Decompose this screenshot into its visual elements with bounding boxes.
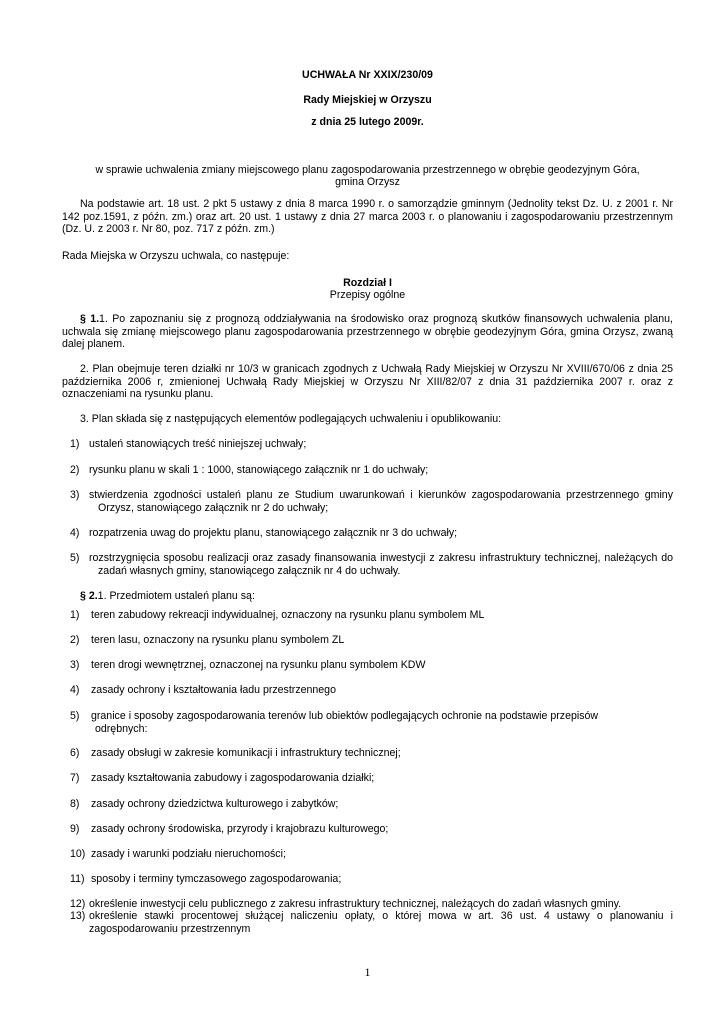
resolution-date: z dnia 25 lutego 2009r. xyxy=(311,116,424,128)
list-item xyxy=(62,710,673,735)
list-item-text-continued: odrębnych: xyxy=(95,722,148,735)
list-item-text: zasady obsługi w zakresie komunikacji i infrastruktury technicznej; xyxy=(91,747,401,759)
list-item-number: 11) xyxy=(70,873,85,885)
list-item-number: 13) xyxy=(70,910,86,922)
list-item xyxy=(62,659,673,672)
list-item-text: stwierdzenia zgodności ustaleń planu ze Studium uwarunkowań i kierunków zagospodarowania przestrzennego gminy Orzysz, stanowiącego załącznik nr 2 do uchwały; xyxy=(89,489,673,514)
list-item-number: 10) xyxy=(70,848,86,860)
list-item xyxy=(62,438,673,451)
list-item-text: zasady kształtowania zabudowy i zagospodarowania działki; xyxy=(91,772,375,784)
list-item-number: 3) xyxy=(70,489,80,501)
list-item-number: 12) xyxy=(70,898,86,910)
paragraph-2-text: 1. Przedmiotem ustaleń planu są: xyxy=(97,590,255,602)
list-item-text: określenie inwestycji celu publicznego z zakresu infrastruktury technicznej, należących do zadań własnych gminy. xyxy=(89,898,622,910)
list-item-number: 5) xyxy=(70,552,80,564)
chapter-title: Rozdział I xyxy=(343,277,392,289)
resolves-statement: Rada Miejska w Orzyszu uchwala, co następuje: xyxy=(62,250,290,262)
list-item-number: 7) xyxy=(70,772,80,784)
list-item-text: teren drogi wewnętrznej, oznaczonej na rysunku planu symbolem KDW xyxy=(91,659,426,671)
subject-line-1: w sprawie uchwalenia zmiany miejscowego planu zagospodarowania przestrzennego w obrębie geodezyjnym Góra, xyxy=(95,164,640,176)
list-item-text: zasady ochrony środowiska, przyrody i krajobrazu kulturowego; xyxy=(91,823,389,835)
list-item-number: 1) xyxy=(70,438,80,450)
list-item-text: teren lasu, oznaczony na rysunku planu symbolem ZL xyxy=(91,634,345,646)
list-item xyxy=(62,798,673,811)
list-item xyxy=(62,898,673,911)
list-item-number: 9) xyxy=(70,823,80,835)
list-item-number: 8) xyxy=(70,798,80,810)
list-item-number: 5) xyxy=(70,710,80,722)
list-item xyxy=(62,772,673,785)
list-item xyxy=(62,684,673,697)
list-item-number: 4) xyxy=(70,527,80,539)
subject-line-2: gmina Orzysz xyxy=(335,176,400,188)
list-item-text: granice i sposoby zagospodarowania terenów lub obiektów podlegających ochronie na podstawie przepisów xyxy=(91,710,599,722)
list-item-text: teren zabudowy rekreacji indywidualnej, oznaczony na rysunku planu symbolem ML xyxy=(91,609,485,621)
list-item-text: ustaleń stanowiących treść niniejszej uchwały; xyxy=(89,438,307,450)
paragraph-1-text: 1. Po zapoznaniu się z prognozą oddziaływania na środowisko oraz prognozą skutków finansowych uchwalenia planu, uchwala się zmianę miejscowego planu zagospodarowania przestrzennego w obrębie geodezyjnym Góra, gmina Orzysz, zwaną dalej planem. xyxy=(62,313,673,351)
list-item-number: 6) xyxy=(70,747,80,759)
list-item-text: rozpatrzenia uwag do projektu planu, stanowiącego załącznik nr 3 do uchwały; xyxy=(89,527,458,539)
legal-basis: Na podstawie art. 18 ust. 2 pkt 5 ustawy z dnia 8 marca 1990 r. o samorządzie gminnym (Jednolity tekst Dz. U. z 2001 r. Nr 142 poz.1591, z późn. zm.) oraz art. 20 ust. 1 ustawy z dnia 27 marca 2003 r. o planowaniu i zagospodarowaniu przestrzennym (Dz. U. z 2003 r. Nr 80, poz. 717 z późn. zm.) xyxy=(62,198,673,236)
list-item-number: 4) xyxy=(70,684,80,696)
list-item-text: zasady ochrony dziedzictwa kulturowego i zabytków; xyxy=(91,798,339,810)
list-item xyxy=(62,823,673,836)
list-item xyxy=(62,552,673,577)
list-item xyxy=(62,873,673,886)
list-item-text: rysunku planu w skali 1 : 1000, stanowiącego załącznik nr 1 do uchwały; xyxy=(89,464,429,476)
list-item xyxy=(62,848,673,861)
list-item-number: 1) xyxy=(70,609,80,621)
council-name: Rady Miejskiej w Orzyszu xyxy=(303,94,432,106)
paragraph-1-point-3: 3. Plan składa się z następujących elementów podlegających uchwaleniu i opublikowaniu: xyxy=(80,413,502,425)
list-item-text: zasady i warunki podziału nieruchomości; xyxy=(91,848,286,860)
list-item-number: 3) xyxy=(70,659,80,671)
paragraph-1-point-2: 2. Plan obejmuje teren działki nr 10/3 w granicach zgodnych z Uchwałą Rady Miejskiej w Orzyszu Nr XVIII/670/06 z dnia 25 października 2006 r, zmienionej Uchwałą Rady Miejskiej w Orzyszu Nr XIII/82/07 z dnia 31 października 2007 r. oraz z oznaczeniami na rysunku planu. xyxy=(62,363,673,401)
paragraph-1-mark: § 1. xyxy=(80,313,100,325)
list-item-number: 2) xyxy=(70,634,80,646)
list-item xyxy=(62,527,673,540)
list-item xyxy=(62,634,673,647)
list-item-number: 2) xyxy=(70,464,80,476)
resolution-number: UCHWAŁA Nr XXIX/230/09 xyxy=(302,69,433,81)
list-item xyxy=(62,489,673,514)
list-item-text: rozstrzygnięcia sposobu realizacji oraz zasady finansowania inwestycji z zakresu infrastruktury technicznej, należących do zadań własnych gminy, stanowiącego załącznik nr 4 do uchwały. xyxy=(89,552,673,577)
list-item-text: określenie stawki procentowej służącej naliczeniu opłaty, o której mowa w art. 36 ust. 4 ustawy o planowaniu i zagospodarowaniu przestrzennym xyxy=(89,910,673,935)
list-item xyxy=(62,609,673,622)
list-item xyxy=(62,910,673,935)
list-item-text: zasady ochrony i kształtowania ładu przestrzennego xyxy=(91,684,336,696)
chapter-subtitle: Przepisy ogólne xyxy=(329,289,406,301)
list-item-text: sposoby i terminy tymczasowego zagospodarowania; xyxy=(91,873,342,885)
paragraph-2-point-1 xyxy=(80,590,255,603)
paragraph-2-mark: § 2. xyxy=(80,590,98,602)
document-page xyxy=(62,0,673,1024)
page-number: 1 xyxy=(364,965,371,979)
list-item xyxy=(62,464,673,477)
list-item xyxy=(62,747,673,760)
paragraph-1-point-1 xyxy=(62,313,673,351)
